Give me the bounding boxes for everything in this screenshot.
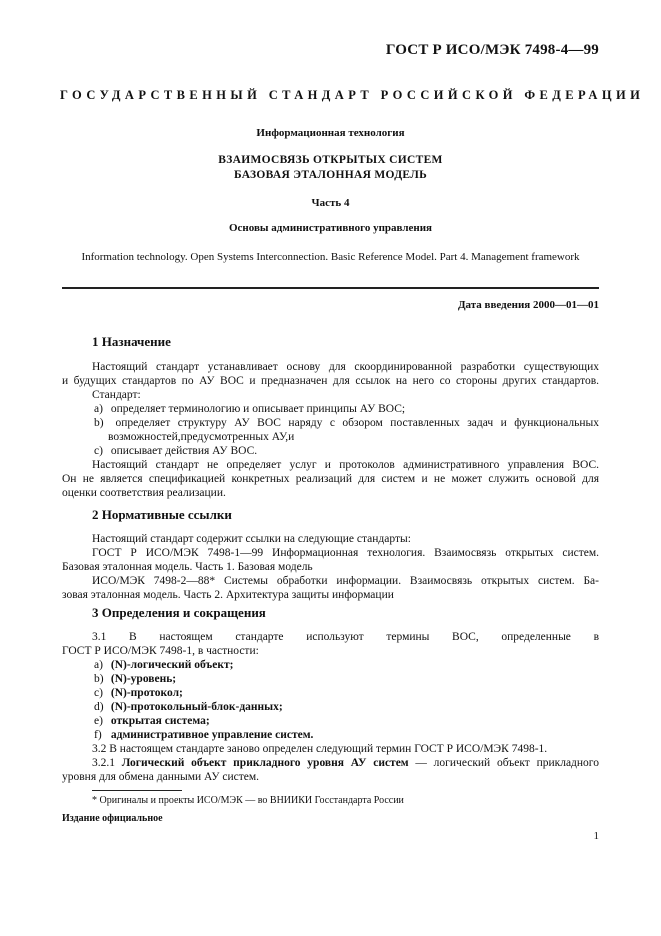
introduction-date: Дата введения 2000—01—01	[457, 299, 599, 311]
section-3-heading: 3 Определения и сокращения	[92, 605, 266, 620]
term-text: (N)-протокол;	[110, 687, 183, 699]
s2-reference-1-line-1: ГОСТ Р ИСО/МЭК 7498-1—99 Информационная технология. Взаимосвязь открытых систем.	[92, 547, 599, 559]
list-marker: е)	[94, 715, 103, 727]
s3-list-item-e	[94, 714, 599, 728]
list-marker: а)	[94, 403, 103, 415]
part-label: Часть 4	[311, 197, 350, 209]
page-number: 1	[593, 830, 599, 842]
s3-list-item-d	[94, 700, 599, 714]
list-item-text: определяет структуру АУ ВОС наряду с обзором поставленных задач и функциональных	[115, 417, 599, 429]
s1-list-item-a	[94, 402, 599, 416]
s1-paragraph-3-line-1: Настоящий стандарт не определяет услуг и протоколов административного управления ВОС.	[92, 459, 599, 471]
section-2-heading: 2 Нормативные ссылки	[92, 507, 232, 522]
main-title	[50, 153, 611, 183]
publication-note: Издание официальное	[62, 813, 163, 824]
s3-paragraph-3-1-line-2: ГОСТ Р ИСО/МЭК 7498-1, в частности:	[62, 645, 259, 657]
s1-list-item-b	[94, 416, 599, 430]
list-marker: с)	[94, 687, 103, 699]
list-marker: b)	[94, 417, 104, 429]
topic-heading: Информационная технология	[256, 127, 405, 139]
national-standard-title: ГОСУДАРСТВЕННЫЙ СТАНДАРТ РОССИЙСКОЙ ФЕДЕРАЦИИ	[60, 88, 645, 102]
s1-paragraph-3-line-3: оценки соответствия реализации.	[62, 487, 226, 499]
term-text: (N)-протокольный-блок-данных;	[110, 701, 283, 713]
s3-paragraph-3-2-1-line-2: уровня для обмена данными АУ систем.	[62, 771, 260, 783]
clause-number: 3.2.1	[92, 757, 115, 769]
footnote: * Оригиналы и проекты ИСО/МЭК — во ВНИИКИ Госстандарта России	[92, 795, 404, 806]
list-marker: а)	[94, 659, 103, 671]
term-text: административное управление систем.	[110, 729, 314, 741]
list-marker: b)	[94, 673, 104, 685]
s3-paragraph-3-1-line-1: 3.1 В настоящем стандарте используют термины ВОС, определенные в	[92, 631, 599, 643]
main-title-line-2: БАЗОВАЯ ЭТАЛОННАЯ МОДЕЛЬ	[233, 169, 428, 181]
s2-reference-2-line-1: ИСО/МЭК 7498-2—88* Системы обработки информации. Взаимосвязь открытых систем. Ба-	[92, 575, 599, 587]
list-marker: f)	[94, 729, 102, 741]
term-text: (N)-уровень;	[110, 673, 177, 685]
s3-list-item-b	[94, 672, 599, 686]
term-text: (N)-логический объект;	[110, 659, 234, 671]
section-1-heading: 1 Назначение	[92, 334, 171, 349]
s2-paragraph-1: Настоящий стандарт содержит ссылки на следующие стандарты:	[92, 533, 411, 545]
s3-list-item-c	[94, 686, 599, 700]
s1-paragraph-1-line-1: Настоящий стандарт устанавливает основу для скоординированной разработки существующих	[92, 361, 599, 373]
s1-list-item-b-continuation: возможностей,предусмотренных АУ,и	[108, 431, 295, 443]
s2-reference-1-line-2: Базовая эталонная модель. Часть 1. Базовая модель	[62, 561, 313, 573]
s1-paragraph-2: Стандарт:	[92, 389, 141, 401]
list-marker: с)	[94, 445, 103, 457]
s1-paragraph-1-line-2: и будущих стандартов по АУ ВОС и предназначен для ссылок на него со стороны других стандартов.	[62, 375, 599, 387]
subtitle: Основы административного управления	[228, 222, 433, 234]
term-text: открытая система;	[110, 715, 210, 727]
list-item-text: описывает действия АУ ВОС.	[110, 445, 258, 457]
main-title-line-1: ВЗАИМОСВЯЗЬ ОТКРЫТЫХ СИСТЕМ	[218, 154, 443, 166]
list-marker: d)	[94, 701, 104, 713]
s1-paragraph-3-line-2: Он не является спецификацией конкретных реализаций для систем и не может служить основой для	[62, 473, 599, 485]
s3-list-item-f	[94, 728, 599, 742]
s3-paragraph-3-2-1-line-1	[92, 756, 599, 770]
footnote-divider	[92, 790, 182, 791]
english-title: Information technology. Open Systems Interconnection. Basic Reference Model. Part 4. Management framework	[81, 251, 580, 263]
s3-paragraph-3-2: 3.2 В настоящем стандарте заново определен следующий термин ГОСТ Р ИСО/МЭК 7498-1.	[92, 743, 548, 755]
definition-text: — логический объект прикладного	[408, 757, 599, 769]
title-divider	[62, 287, 599, 289]
s1-list-item-c	[94, 444, 599, 458]
s2-reference-2-line-2: зовая эталонная модель. Часть 2. Архитектура защиты информации	[62, 589, 394, 601]
document-code: ГОСТ Р ИСО/МЭК 7498-4—99	[385, 42, 599, 58]
defined-term: Логический объект прикладного уровня АУ систем	[121, 757, 409, 769]
s3-list-item-a	[94, 658, 599, 672]
list-item-text: определяет терминологию и описывает принципы АУ ВОС;	[110, 403, 406, 415]
